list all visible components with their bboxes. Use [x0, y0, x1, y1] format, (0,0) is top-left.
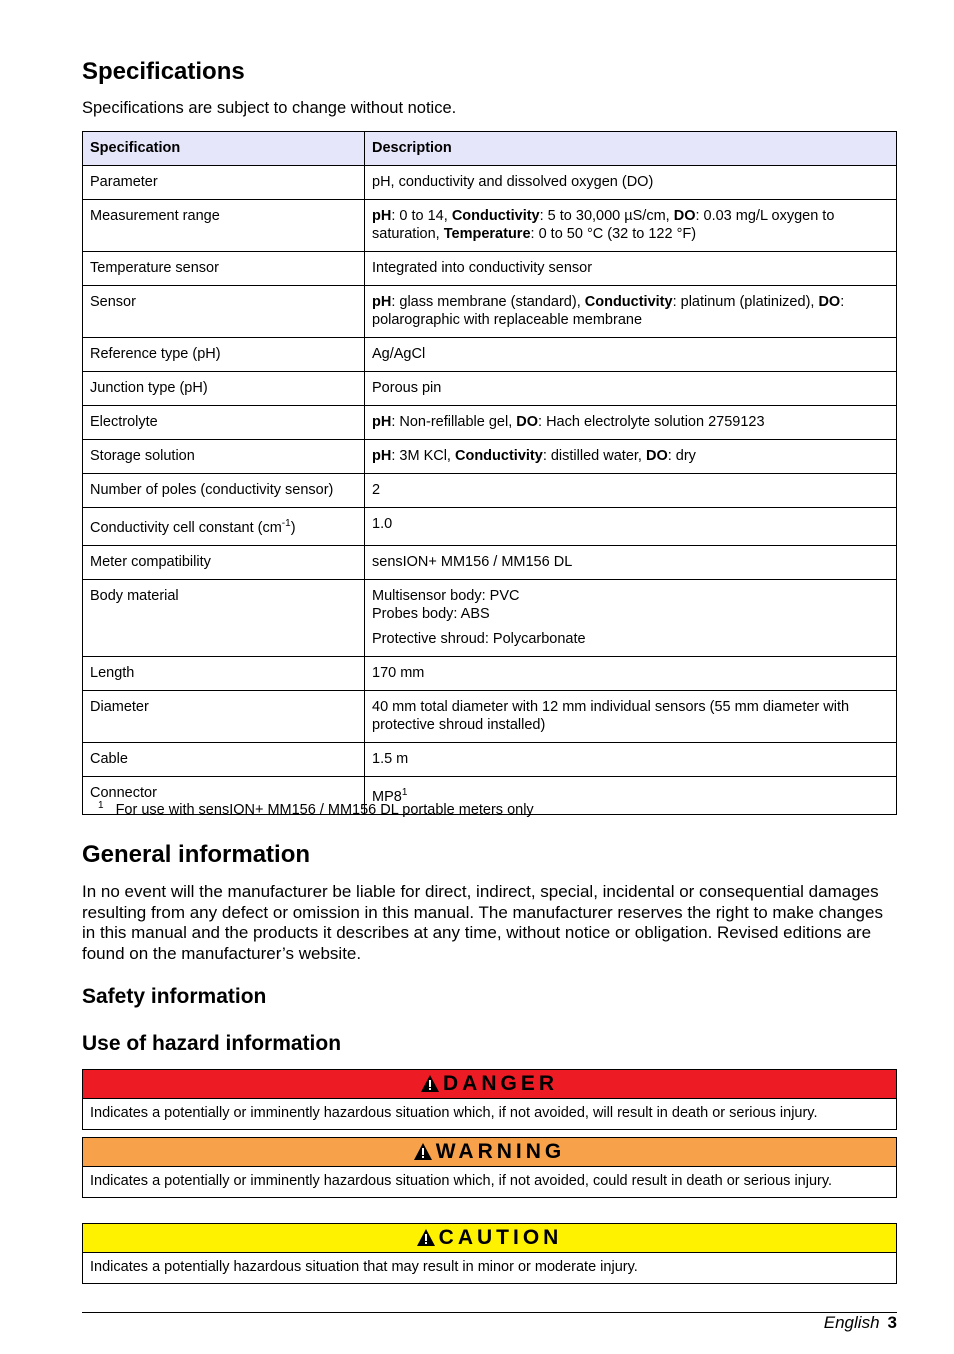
spec-value: Multisensor body: PVC Probes body: ABS Protective shroud: Polycarbonate: [365, 579, 897, 656]
spec-value: 170 mm: [365, 656, 897, 690]
spec-label: Number of poles (conductivity sensor): [83, 474, 365, 508]
table-row: [83, 508, 897, 546]
spec-label: Cable: [83, 742, 365, 776]
danger-header: [83, 1070, 896, 1099]
spec-label: Connector: [83, 776, 365, 814]
table-row: [83, 545, 897, 579]
spec-value: pH: 0 to 14, Conductivity: 5 to 30,000 µS/cm, DO: 0.03 mg/L oxygen to saturation, Temperature: 0 to 50 °C (32 to 122 °F): [365, 200, 897, 252]
hazard-information-heading: Use of hazard information: [82, 1032, 342, 1055]
spec-label: Conductivity cell constant $(cm^{-1})$: [83, 508, 365, 546]
table-row: [83, 440, 897, 474]
table-row: [83, 656, 897, 690]
spec-value: 2: [365, 474, 897, 508]
page-number: 3: [887, 1313, 897, 1332]
spec-label: Reference type (pH): [83, 338, 365, 372]
table-footnote: [82, 800, 534, 818]
general-information-heading: General information: [82, 841, 311, 868]
safety-information-heading: Safety information: [82, 985, 267, 1008]
specifications-table: [82, 131, 897, 815]
danger-text: Indicates a potentially or imminently hazardous situation which, if not avoided, will result in death or serious injury.: [90, 1105, 818, 1121]
warning-label: WARNING: [435, 1140, 566, 1163]
warning-box: [82, 1137, 897, 1198]
spec-value: $MP8^1$: [365, 776, 897, 814]
spec-label: Storage solution: [83, 440, 365, 474]
spec-value: Ag/AgCl: [365, 338, 897, 372]
table-row: [83, 406, 897, 440]
column-header-description: Description: [365, 132, 897, 166]
caution-label: CAUTION: [438, 1226, 563, 1249]
table-row: [83, 742, 897, 776]
warning-triangle-icon: [414, 1140, 432, 1168]
spec-label: Length: [83, 656, 365, 690]
spec-value: 1.5 m: [365, 742, 897, 776]
table-row: [83, 372, 897, 406]
warning-triangle-icon: [417, 1226, 435, 1254]
warning-header: [83, 1138, 896, 1167]
table-row: [83, 690, 897, 742]
table-row: [83, 252, 897, 286]
table-header-row: [83, 132, 897, 166]
danger-box: [82, 1069, 897, 1130]
warning-triangle-icon: [421, 1072, 439, 1100]
table-row: [83, 286, 897, 338]
table-row: [83, 474, 897, 508]
spec-value: Porous pin: [365, 372, 897, 406]
spec-label: Body material: [83, 579, 365, 656]
table-row: [83, 200, 897, 252]
danger-label: DANGER: [442, 1072, 558, 1095]
warning-text: Indicates a potentially or imminently hazardous situation which, if not avoided, could result in death or serious injury.: [90, 1173, 833, 1189]
caution-text: Indicates a potentially hazardous situation that may result in minor or moderate injury.: [90, 1259, 638, 1275]
footer-divider: [82, 1312, 897, 1313]
caution-box: [82, 1223, 897, 1284]
table-row: [83, 166, 897, 200]
table-row: [83, 338, 897, 372]
footnote-mark: 1: [98, 800, 104, 811]
footnote-text: For use with sensION+ MM156 / MM156 DL portable meters only: [115, 801, 534, 818]
spec-label: Junction type (pH): [83, 372, 365, 406]
footer-language: English: [823, 1313, 880, 1332]
spec-label: Temperature sensor: [83, 252, 365, 286]
spec-value: pH: 3M KCl, Conductivity: distilled water, DO: dry: [365, 440, 897, 474]
general-information-body: In no event will the manufacturer be liable for direct, indirect, special, incidental or consequential damages resulting from any defect or omission in this manual. The manufacturer reserves the right to make changes in this manual and the products it describes at any time, without notice or obligation. Revised editions are found on the manufacturer’s website.: [82, 882, 883, 963]
specifications-heading: Specifications: [82, 58, 245, 85]
spec-label: Diameter: [83, 690, 365, 742]
caution-header: [83, 1224, 896, 1253]
spec-value: pH: Non-refillable gel, DO: Hach electrolyte solution 2759123: [365, 406, 897, 440]
column-header-specification: Specification: [83, 132, 365, 166]
spec-label: Measurement range: [83, 200, 365, 252]
spec-value: pH, conductivity and dissolved oxygen (DO): [365, 166, 897, 200]
spec-label: Parameter: [83, 166, 365, 200]
page-footer: [824, 1313, 897, 1333]
spec-value: 1.0: [365, 508, 897, 546]
spec-label: Sensor: [83, 286, 365, 338]
spec-label: Electrolyte: [83, 406, 365, 440]
spec-value: pH: glass membrane (standard), Conductivity: platinum (platinized), DO: polarographic with replaceable membrane: [365, 286, 897, 338]
spec-value: sensION+ MM156 / MM156 DL: [365, 545, 897, 579]
specifications-intro: Specifications are subject to change without notice.: [82, 99, 457, 117]
spec-value: Integrated into conductivity sensor: [365, 252, 897, 286]
table-row: [83, 579, 897, 656]
spec-value: 40 mm total diameter with 12 mm individual sensors (55 mm diameter with protective shroud installed): [365, 690, 897, 742]
spec-label: Meter compatibility: [83, 545, 365, 579]
